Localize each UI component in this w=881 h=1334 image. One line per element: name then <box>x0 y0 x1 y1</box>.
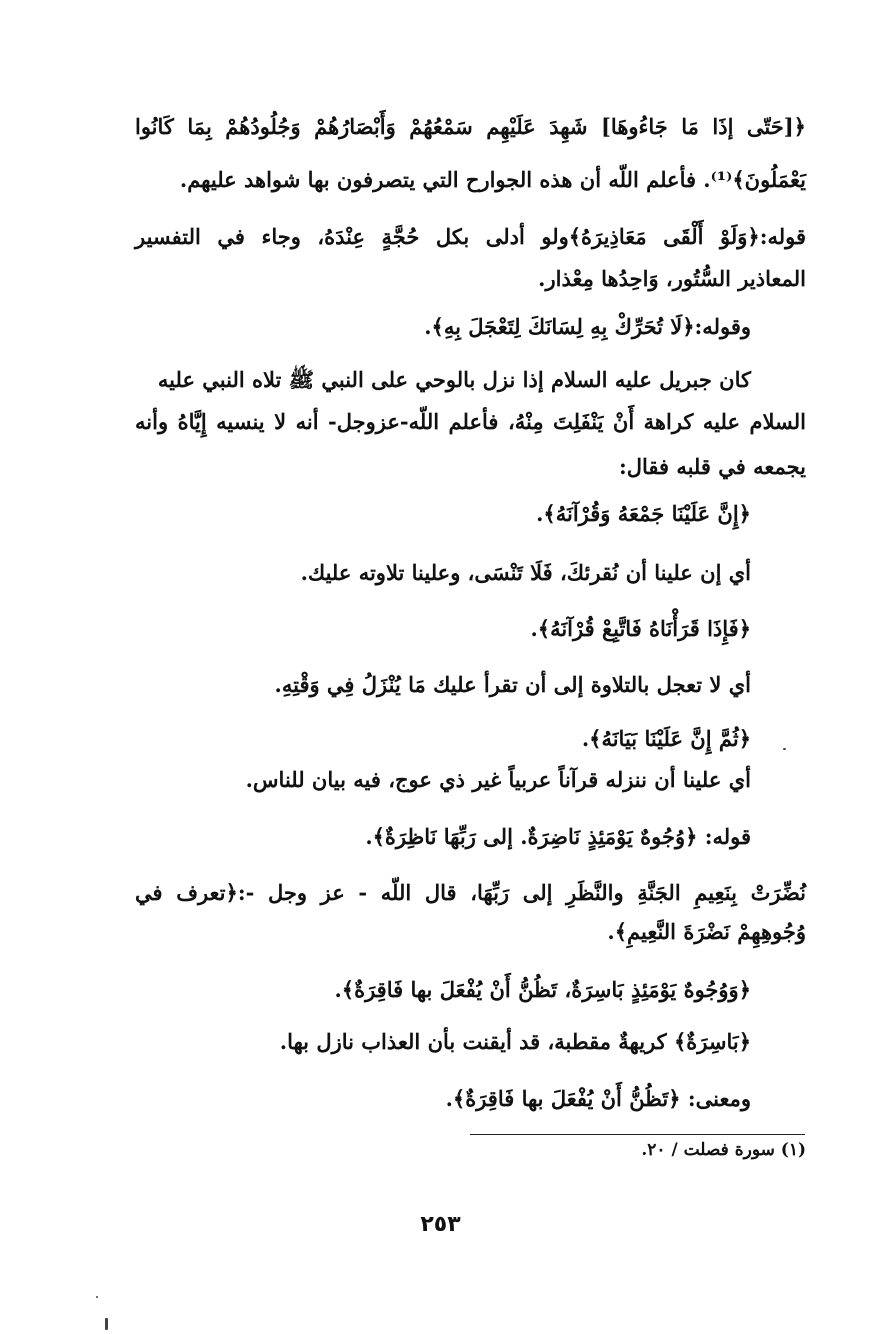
footnote: (١) سورة فصلت / ٢٠. <box>641 1140 806 1160</box>
scan-speck <box>105 1318 108 1330</box>
scan-speck <box>96 1296 98 1298</box>
text-line-1: ﴿[حَتّى إذَا مَا جَاءُوهَا] شَهِدَ عَلَيْهِم سَمْعُهُمْ وَأَبْصَارُهُمْ وَجُلُودُهُمْ بِمَا كَانُوا <box>135 114 806 139</box>
text-line-16: نُضِّرَتْ بِنَعِيمِ الجَنَّةِ والنَّظَرِ إلى رَبِّهَا، قال اللّه - عز وجل -:﴿تعرف في <box>135 880 806 905</box>
text-line-15: قوله: ﴿وُجُوهٌ يَوْمَئِذٍ نَاضِرَةٌ. إلى رَبِّهَا نَاظِرَةٌ﴾. <box>365 824 751 849</box>
text-line-19: ﴿بَاسِرَةٌ﴾ كريهةٌ مقطبة، قد أيقنت بأن العذاب نازل بها. <box>279 1029 751 1054</box>
text-line-9: ﴿إِنَّ عَلَيْنَا جَمْعَهُ وَقُرْآنَهُ﴾. <box>536 501 751 526</box>
text-line-20: ومعنى: ﴿تَظُنُّ أَنْ يُفْعَلَ بها فَاقِرَةٌ﴾. <box>445 1086 751 1111</box>
text-line-14: أي علينا أن ننزله قرآناً عربياً غير ذي عوج، فيه بيان للناس. <box>245 767 751 792</box>
text-line-4: المعاذير السُّتُور، وَاحِدُها مِعْذار. <box>538 266 806 291</box>
footnote-separator <box>470 1134 805 1135</box>
scan-speck <box>783 748 786 750</box>
text-line-10: أي إن علينا أن نُقرئكَ، فَلَا تَنْسَى، وعلينا تلاوته عليك. <box>300 560 751 585</box>
text-line-5: وقوله:﴿لَا تُحَرِّكْ بِهِ لِسَانَكَ لِتَعْجَلَ بِهِ﴾. <box>424 314 751 339</box>
text-line-12: أي لا تعجل بالتلاوة إلى أن تقرأ عليك مَا يُنْزَلُ فِي وَقْتِهِ. <box>274 672 751 697</box>
text-line-11: ﴿فَإِذَا قَرَأْنَاهُ فَاتَّبِعْ قُرْآنَهُ﴾. <box>530 616 751 641</box>
text-line-18: ﴿وَوُجُوهٌ يَوْمَئِذٍ بَاسِرَةٌ، تَظُنُّ أَنْ يُفْعَلَ بها فَاقِرَةٌ﴾. <box>334 977 751 1002</box>
text-line-6: كان جبريل عليه السلام إذا نزل بالوحي على النبي ﷺ تلاه النبي عليه <box>157 367 751 392</box>
text-line-8: يجمعه في قلبه فقال: <box>618 454 806 479</box>
page-number: ٢٥٣ <box>420 1212 461 1237</box>
text-line-3: قوله:﴿وَلَوْ أَلْقَى مَعَاذِيرَهُ﴾ولو أدلى بكل حُجَّةٍ عِنْدَهُ، وجاء في التفسير <box>135 224 806 249</box>
text-line-7: السلام عليه كراهة أَنْ يَنْفَلِتَ مِنْهُ، فأعلم اللّه-عزوجل- أنه لا ينسيه إِيَّاهُ وأنه <box>135 409 806 434</box>
text-line-2: يَعْمَلُونَ﴾⁽¹⁾. فأعلم اللّه أن هذه الجوارح التي يتصرفون بها شواهد عليهم. <box>179 167 806 192</box>
text-line-13: ﴿ثُمَّ إِنَّ عَلَيْنَا بَيَانَهُ﴾. <box>581 726 751 751</box>
text-line-17: وُجُوهِهِمْ نَضْرَةَ النَّعِيمِ﴾. <box>607 919 806 944</box>
